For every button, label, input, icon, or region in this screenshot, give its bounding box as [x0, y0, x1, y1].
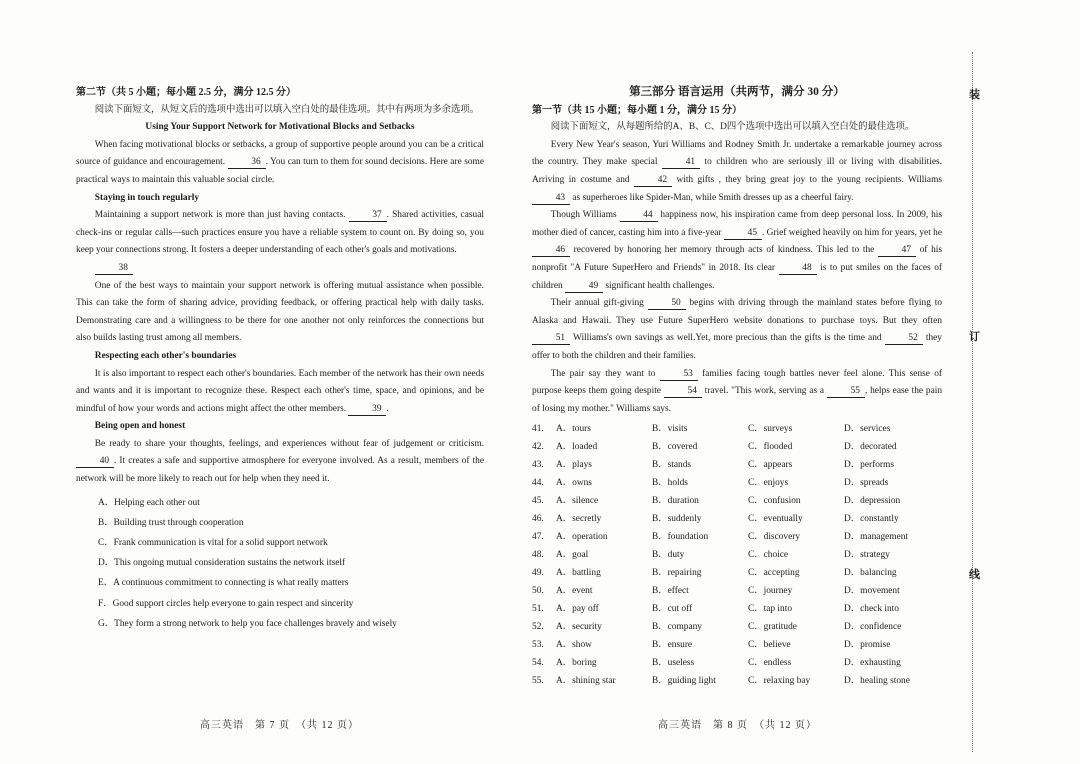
question-row [532, 672, 942, 690]
option-b: B．duration [652, 496, 699, 507]
question-row [532, 510, 942, 528]
question-number: 52. [532, 622, 544, 633]
blank-44: 44 [620, 209, 658, 222]
paragraph-intro: When facing motivational blocks or setbacks, a group of supportive people around you can be a critical source of guidance and encouragement. 36 . You can turn to them for sound decisions. Here are some practical ways to maintain this valuable social circle. [76, 139, 484, 185]
option-d: D．decorated [844, 442, 897, 453]
option-d: D．balancing [844, 568, 897, 579]
option-c: C．choice [748, 550, 789, 561]
option-d: D．depression [844, 496, 901, 507]
blank-43: 43 [532, 192, 570, 205]
blank-42: 42 [634, 174, 672, 187]
option-list [76, 493, 484, 634]
blank-41: 41 [662, 156, 700, 169]
instructions: 阅读下面短文，从每题所给的A、B、C、D四个选项中选出可以填入空白处的最佳选项。 [550, 122, 915, 133]
question-row [532, 420, 942, 438]
question-row [532, 546, 942, 564]
paragraph: The pair say they want to 53 families facing tough battles never feel alone. This sense of purpose keeps them going despite 54 travel. "This work, serving as a 55 , helps ease the pain of losing my mother." Williams says. [532, 368, 943, 414]
option-b: B．cut off [652, 604, 693, 615]
page-footer-right: 高三英语 第 8 页 （共 12 页） [658, 720, 817, 731]
part-header: 第三部分 语言运用（共两节，满分 30 分） [629, 86, 845, 98]
question-number: 55. [532, 676, 544, 687]
option-c: C．appears [748, 460, 793, 471]
blank-47: 47 [878, 244, 916, 257]
blank-53: 53 [660, 368, 698, 381]
option-b: B．ensure [652, 640, 693, 651]
option-a: A．show [556, 640, 592, 651]
binding-mark-xian: 线 [969, 569, 980, 581]
question-number: 54. [532, 658, 544, 669]
question-number: 51. [532, 604, 544, 615]
option-c: C．tap into [748, 604, 793, 615]
question-number: 45. [532, 496, 544, 507]
section-header: 第一节（共 15 小题；每小题 1 分，满分 15 分） [532, 104, 742, 116]
paragraph: Their annual gift-giving 50 begins with driving through the mainland states before flying to Alaska and Hawaii. They use Future SuperHero website donations to purchase toys. But they often 51 Williams's own savings as well.Yet, more precious than the gifts is the time and 52 they offer to both the children and their families. [532, 298, 943, 361]
option-b: B．covered [652, 442, 698, 453]
option-c: C．accepting [748, 568, 800, 579]
option-item: C．Frank communication is vital for a solid support network [98, 538, 328, 549]
option-d: D．performs [844, 460, 894, 471]
option-a: A．boring [556, 658, 597, 669]
blank-52: 52 [885, 332, 923, 345]
option-item: B．Building trust through cooperation [98, 517, 244, 528]
paragraph: It is also important to respect each other's boundaries. Each member of the network has their own needs and wants and it is important to recognize these. Respect each other's time, space, and opinions, and be mindful of how your words and actions might affect the other members. 39 . [76, 368, 484, 414]
binding-mark-ding: 订 [969, 331, 980, 343]
question-number: 44. [532, 478, 544, 489]
option-c: C．enjoys [748, 478, 789, 489]
blank-48: 48 [779, 262, 817, 275]
option-b: B．guiding light [652, 676, 716, 687]
question-row [532, 582, 942, 600]
blank-55: 55 [827, 385, 865, 398]
question-number: 50. [532, 586, 544, 597]
paragraph: Maintaining a support network is more than just having contacts. 37 . Shared activities, casual check-ins or regular calls—such practices ensure you have a reliable system to count on. By doing so, you keep your connections strong. It fosters a deeper understanding of each other's goals and motivations. [76, 210, 484, 256]
question-row [532, 438, 942, 456]
question-number: 47. [532, 532, 544, 543]
instructions: 阅读下面短文，从短文后的选项中选出可以填入空白处的最佳选项。其中有两项为多余选项。 [94, 104, 480, 115]
page-footer-left: 高三英语 第 7 页 （共 12 页） [200, 720, 359, 731]
binding-line [972, 52, 973, 752]
option-a: A．tours [556, 424, 591, 435]
option-d: D．strategy [844, 550, 890, 561]
question-number: 43. [532, 460, 544, 471]
option-item: E．A continuous commitment to connecting is what really matters [98, 578, 349, 589]
question-number: 46. [532, 514, 544, 525]
blank-50: 50 [648, 297, 686, 310]
left-page [76, 84, 484, 634]
option-b: B．foundation [652, 532, 709, 543]
right-page [532, 84, 942, 690]
option-d: D．healing stone [844, 676, 910, 687]
question-row [532, 600, 942, 618]
option-c: C．endless [748, 658, 792, 669]
option-b: B．repairing [652, 568, 702, 579]
option-a: A．event [556, 586, 593, 597]
option-a: A．owns [556, 478, 592, 489]
question-row [532, 564, 942, 582]
paragraph: Though Williams 44 happiness now, his inspiration came from deep personal loss. In 2009, his mother died of cancer, casting him into a five-year 45 . Grief weighed heavily on him for years, yet he 46 recovered by honoring her memory through acts of kindness. This led to the 47 of his nonprofit "A Future SuperHero and Friends" in 2018. Its clear 48 is to put smiles on the faces of children 49 significant health challenges. [532, 210, 943, 291]
option-c: C．flooded [748, 442, 793, 453]
option-c: C．eventually [748, 514, 803, 525]
option-a: A．shining star [556, 676, 616, 687]
option-b: B．suddenly [652, 514, 702, 525]
paragraph: One of the best ways to maintain your support network is offering mutual assistance when possible. This can take the form of sharing advice, providing feedback, or offering practical help with daily tasks. Demonstrating care and a willingness to be there for one another not only reinforces the connections but also builds lasting trust among all members. [76, 280, 484, 344]
blank-37: 37 [349, 209, 387, 222]
blank-39: 39 [348, 403, 386, 416]
option-d: D．confidence [844, 622, 902, 633]
option-c: C．believe [748, 640, 791, 651]
question-number: 42. [532, 442, 544, 453]
option-a: A．operation [556, 532, 608, 543]
option-c: C．discovery [748, 532, 801, 543]
paragraph [76, 260, 484, 278]
blank-54: 54 [664, 385, 702, 398]
option-c: C．surveys [748, 424, 793, 435]
blank-36: 36 [228, 156, 266, 169]
blank-49: 49 [565, 280, 603, 293]
question-number: 53. [532, 640, 544, 651]
question-options-grid [532, 420, 942, 690]
question-row [532, 654, 942, 672]
option-b: B．effect [652, 586, 689, 597]
option-a: A．loaded [556, 442, 598, 453]
option-c: C．relaxing bay [748, 676, 811, 687]
option-a: A．silence [556, 496, 599, 507]
option-a: A．secretly [556, 514, 602, 525]
section-header: 第二节（共 5 小题；每小题 2.5 分，满分 12.5 分） [76, 87, 296, 98]
option-a: A．goal [556, 550, 589, 561]
option-b: B．visits [652, 424, 688, 435]
option-item: G．They form a strong network to help you face challenges bravely and wisely [98, 618, 397, 629]
option-b: B．duty [652, 550, 685, 561]
option-a: A．pay off [556, 604, 599, 615]
option-d: D．check into [844, 604, 899, 615]
option-item: F．Good support circles help everyone to gain respect and sincerity [98, 598, 354, 609]
subheading: Being open and honest [94, 421, 186, 432]
option-b: B．useless [652, 658, 695, 669]
option-d: D．promise [844, 640, 891, 651]
blank-51: 51 [532, 332, 570, 345]
question-row [532, 492, 942, 510]
blank-46: 46 [532, 244, 570, 257]
option-b: B．holds [652, 478, 688, 489]
blank-45: 45 [724, 227, 762, 240]
blank-38: 38 [95, 262, 133, 275]
option-b: B．stands [652, 460, 692, 471]
option-a: A．security [556, 622, 602, 633]
option-d: D．management [844, 532, 909, 543]
binding-mark-zhuang: 装 [969, 89, 980, 101]
option-d: D．spreads [844, 478, 889, 489]
paragraph: Every New Year's season, Yuri Williams and Rodney Smith Jr. undertake a remarkable journey across the country. They make special 41 to children who are seriously ill or living with disabilities. Arriving in costume and 42 with gifts , they bring great joy to the young recipients. Williams 43 as superheroes like Spider-Man, while Smith dresses up as a cheerful fairy. [532, 139, 943, 203]
blank-40: 40 [76, 455, 114, 468]
question-row [532, 618, 942, 636]
subheading: Staying in touch regularly [94, 192, 200, 203]
question-row [532, 528, 942, 546]
option-c: C．journey [748, 586, 793, 597]
option-d: D．exhausting [844, 658, 901, 669]
option-c: C．confusion [748, 496, 801, 507]
question-row [532, 636, 942, 654]
option-a: A．plays [556, 460, 592, 471]
question-number: 48. [532, 550, 544, 561]
option-a: A．battling [556, 568, 601, 579]
option-d: D．services [844, 424, 891, 435]
passage-title: Using Your Support Network for Motivational Blocks and Setbacks [145, 122, 415, 133]
question-number: 41. [532, 424, 544, 435]
question-number: 49. [532, 568, 544, 579]
option-item: A．Helping each other out [98, 497, 200, 508]
option-c: C．gratitude [748, 622, 797, 633]
paragraph: Be ready to share your thoughts, feelings, and experiences without fear of judgement or criticism. 40 . It creates a safe and supportive atmosphere for everyone involved. As a result, members of the network will be more likely to reach out for help when they need it. [76, 438, 484, 485]
subheading: Respecting each other's boundaries [94, 350, 237, 361]
option-d: D．constantly [844, 514, 899, 525]
question-row [532, 474, 942, 492]
option-item: D．This ongoing mutual consideration sustains the network itself [98, 558, 346, 569]
option-b: B．company [652, 622, 702, 633]
option-d: D．movement [844, 586, 900, 597]
question-row [532, 456, 942, 474]
